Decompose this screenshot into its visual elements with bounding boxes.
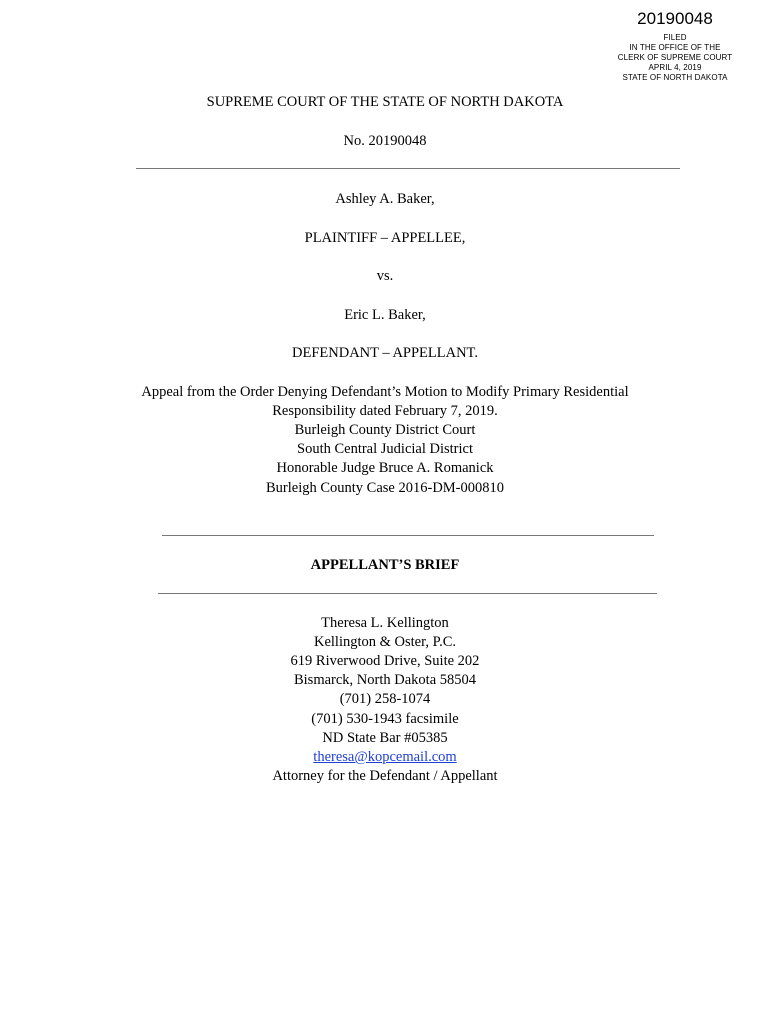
- stamp-date: APRIL 4, 2019: [648, 63, 702, 72]
- attorney-address-2: Bismarck, North Dakota 58504: [293, 672, 477, 688]
- appeal-line-2: Responsibility dated February 7, 2019.: [272, 403, 498, 419]
- title-divider-top: [162, 535, 654, 536]
- plaintiff-role: PLAINTIFF – APPELLEE,: [304, 230, 466, 246]
- stamp-state: STATE OF NORTH DAKOTA: [622, 73, 728, 82]
- appeal-case: Burleigh County Case 2016-DM-000810: [265, 480, 505, 496]
- attorney-phone: (701) 258-1074: [339, 691, 431, 707]
- attorney-email-link[interactable]: theresa@kopcemail.com: [313, 749, 457, 765]
- filing-stamp: [590, 8, 760, 83]
- appeal-line-1: Appeal from the Order Denying Defendant’s Motion to Modify Primary Residential: [141, 384, 629, 400]
- appeal-court: Burleigh County District Court: [294, 422, 476, 438]
- court-name: SUPREME COURT OF THE STATE OF NORTH DAKOTA: [206, 94, 564, 110]
- versus-label: vs.: [376, 268, 394, 284]
- appeal-district: South Central Judicial District: [297, 441, 473, 457]
- defendant-role: DEFENDANT – APPELLANT.: [292, 345, 478, 361]
- caption-divider: [136, 168, 680, 169]
- case-number: No. 20190048: [343, 133, 427, 149]
- attorney-address-1: 619 Riverwood Drive, Suite 202: [290, 653, 480, 669]
- attorney-firm: Kellington & Oster, P.C.: [313, 634, 456, 650]
- attorney-email-row: [0, 748, 770, 767]
- attorney-bar-number: ND State Bar #05385: [322, 730, 448, 746]
- stamp-office: IN THE OFFICE OF THE: [629, 43, 721, 52]
- plaintiff-name: Ashley A. Baker,: [335, 191, 435, 207]
- defendant-name: Eric L. Baker,: [344, 307, 426, 323]
- attorney-fax: (701) 530-1943 facsimile: [311, 711, 459, 727]
- stamp-number: 20190048: [637, 9, 713, 28]
- attorney-name: Theresa L. Kellington: [321, 615, 449, 631]
- title-divider-bottom: [158, 593, 657, 594]
- brief-title: APPELLANT’S BRIEF: [310, 557, 460, 573]
- appeal-judge: Honorable Judge Bruce A. Romanick: [276, 460, 494, 476]
- stamp-clerk: CLERK OF SUPREME COURT: [617, 53, 733, 62]
- stamp-filed: FILED: [663, 33, 687, 42]
- attorney-role: Attorney for the Defendant / Appellant: [272, 768, 498, 784]
